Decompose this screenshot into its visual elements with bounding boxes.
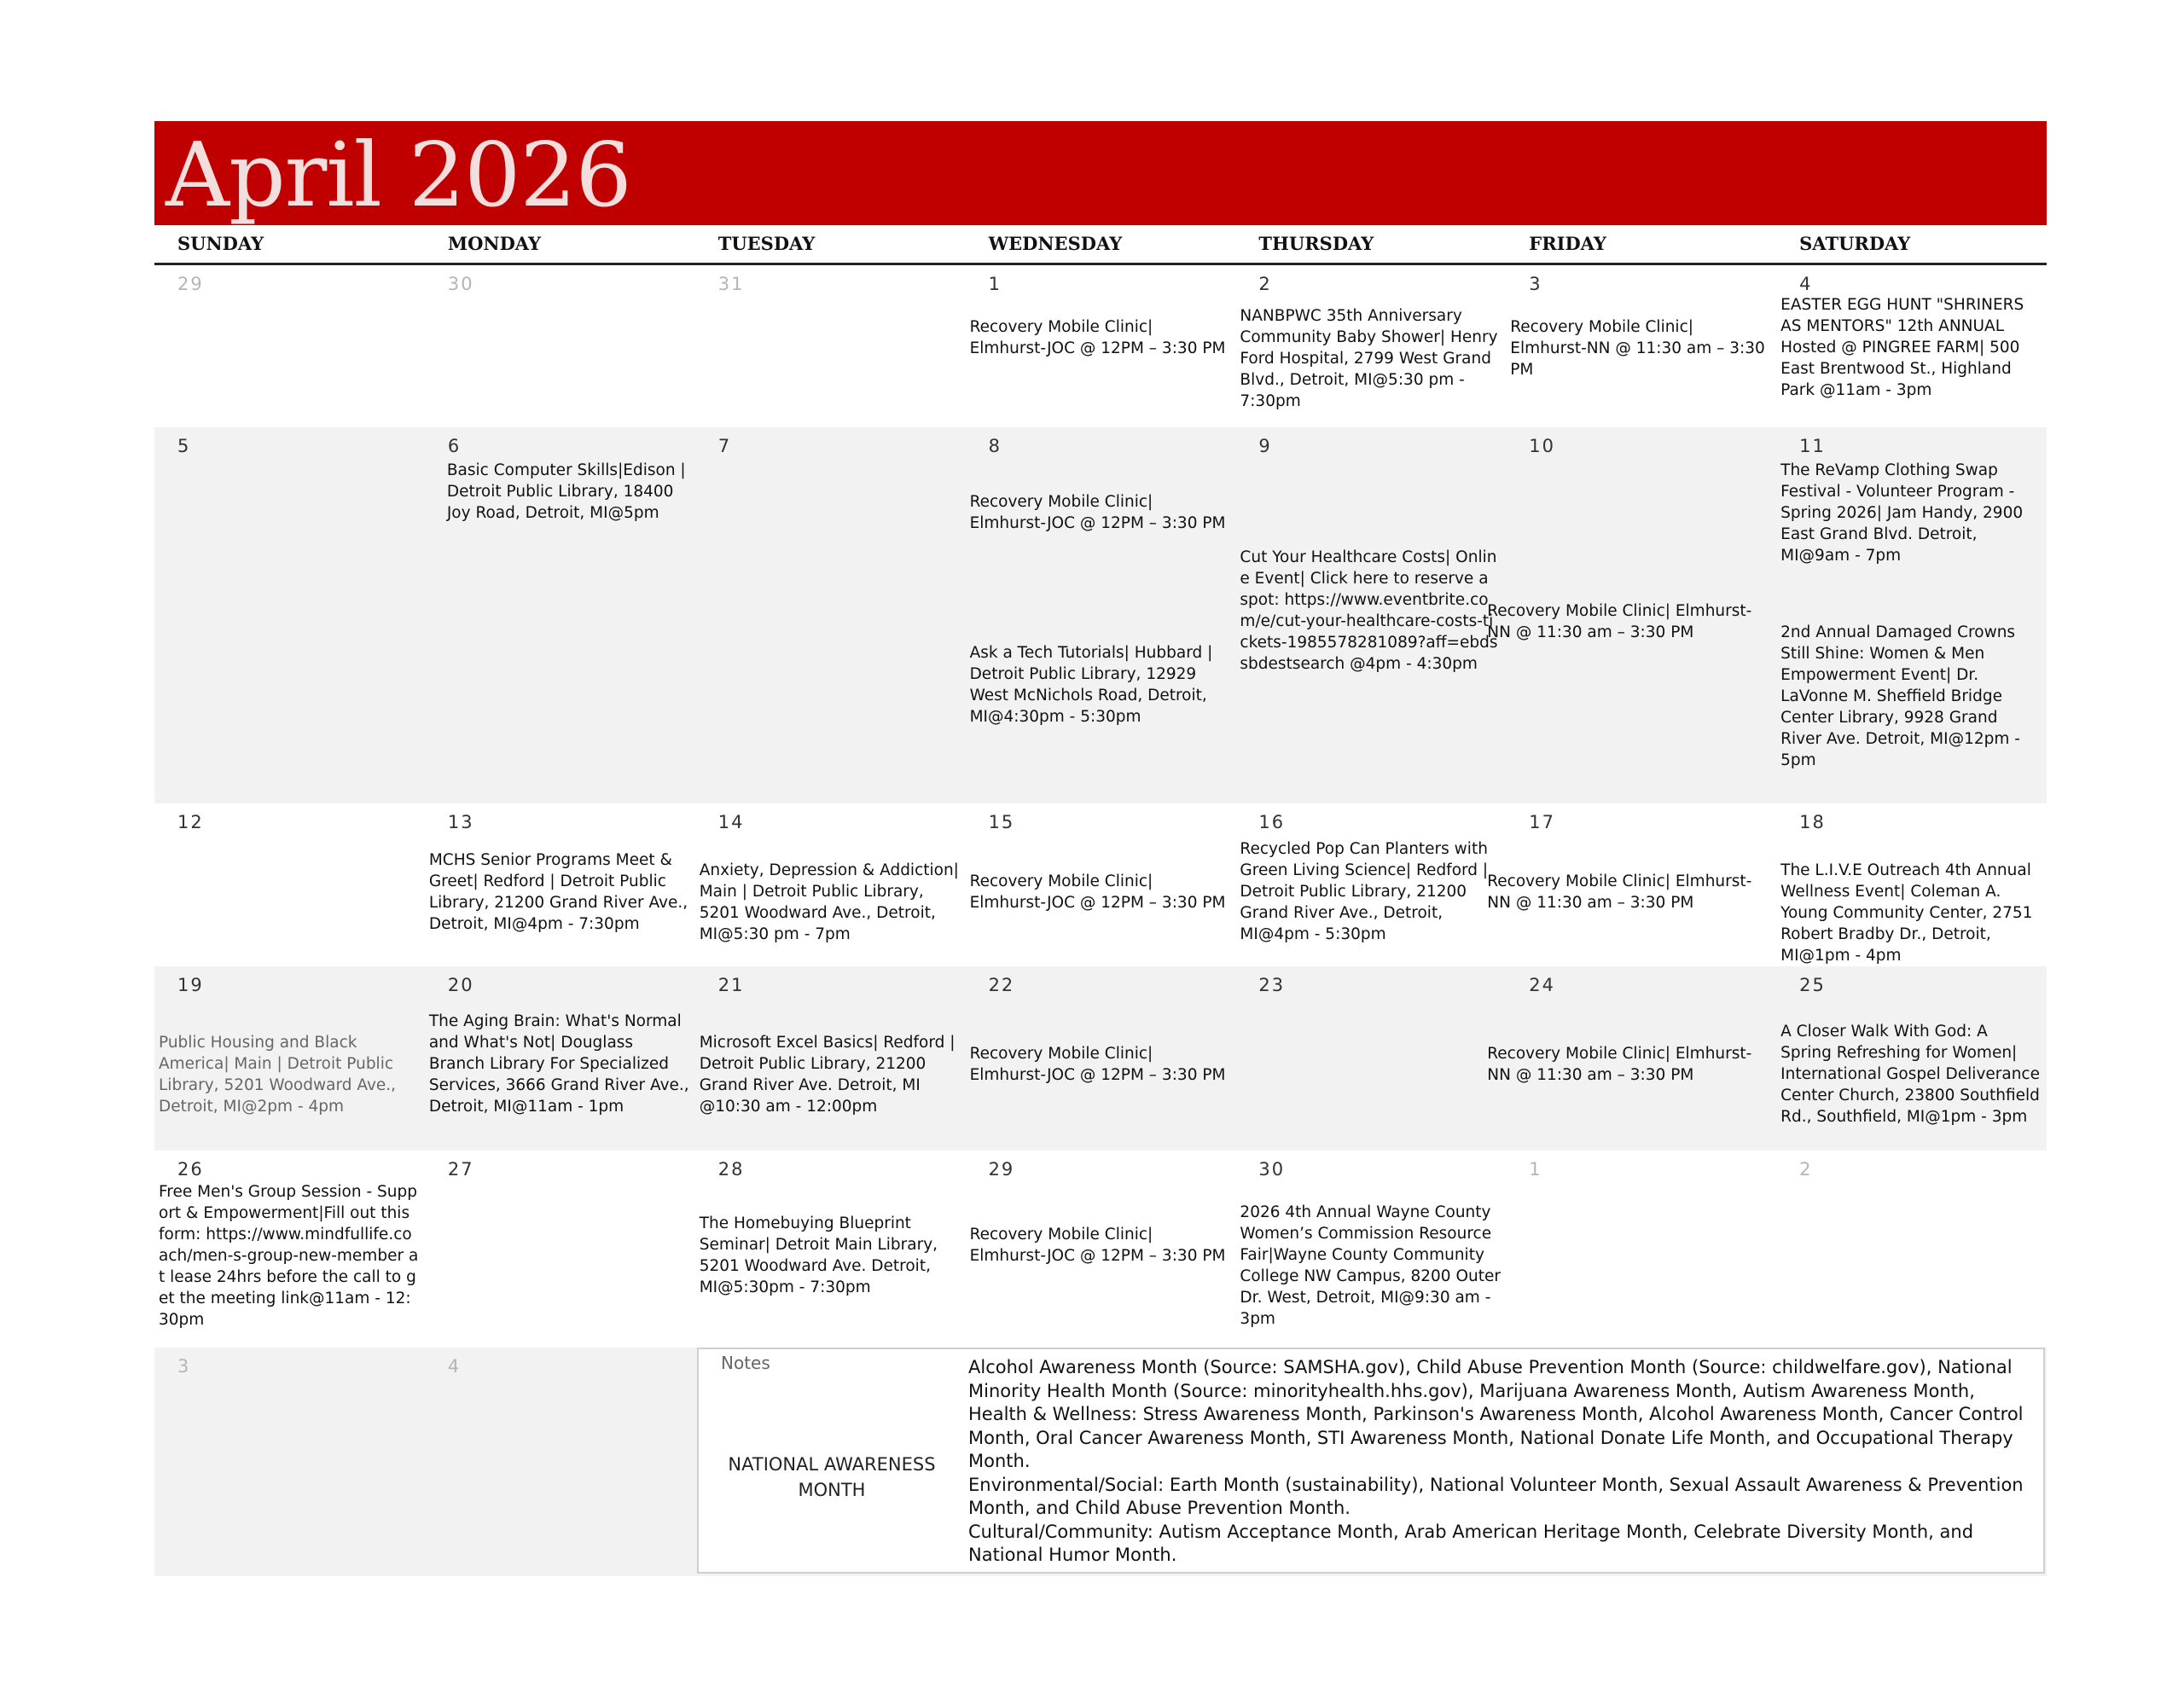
weekday-sunday: SUNDAY xyxy=(177,233,264,254)
notes-line: Health & Wellness: Stress Awareness Month, Parkinson's Awareness Month, Alcohol Awareness Month, Cancer Control Month, Oral Cancer Awareness Month, STI Awareness Month, National Donate Life Month, and Occupational Therapy Month. xyxy=(968,1404,2024,1471)
event-text: Basic Computer Skills|Edison | Detroit Public Library, 18400 Joy Road, Detroit, MI@5pm xyxy=(446,461,686,522)
title-banner xyxy=(154,121,2047,225)
date-number: 4 xyxy=(447,1356,462,1377)
event-text: The ReVamp Clothing Swap Festival - Volunteer Program - Spring 2026| Jam Handy, 2900 East Grand Blvd. Detroit, MI@9am - 7pm xyxy=(1780,461,2024,565)
day-cell xyxy=(695,265,966,427)
day-cell xyxy=(425,803,695,966)
day-cell xyxy=(1235,1151,1506,1348)
day-cell xyxy=(154,427,425,803)
date-number: 24 xyxy=(1529,975,1556,995)
day-cell xyxy=(1487,803,1776,966)
date-number: 22 xyxy=(988,975,1015,995)
event-text: Recovery Mobile Clinic| Elmhurst-NN @ 11:30 am – 3:30 PM xyxy=(1487,602,1752,641)
day-cell xyxy=(695,427,966,803)
notes-line: Alcohol Awareness Month (Source: SAMSHA.gov), Child Abuse Prevention Month (Source: childwelfare.gov), National Minority Health Month (Source: minorityhealth.hhs.gov), Marijuana Awareness Month, Autism Awareness Month, xyxy=(968,1357,2013,1401)
week-row-4 xyxy=(154,966,2047,1151)
event-text: EASTER EGG HUNT "SHRINERS AS MENTORS" 12th ANNUAL Hosted @ PINGREE FARM| 500 East Brentwood St., Highland Park @11am - 3pm xyxy=(1780,296,2024,399)
weekday-header xyxy=(154,225,2047,265)
date-number: 4 xyxy=(1799,274,1813,294)
date-number: 3 xyxy=(1529,274,1542,294)
date-number: 11 xyxy=(1799,436,1826,456)
week-row-6 xyxy=(154,1348,2047,1576)
day-cell xyxy=(1235,966,1506,1151)
day-cell xyxy=(1235,803,1506,966)
event-text: Public Housing and Black America| Main | Detroit Public Library, 5201 Woodward Ave., Detroit, MI@2pm - 4pm xyxy=(159,1034,397,1116)
date-number: 2 xyxy=(1799,1159,1813,1180)
day-cell xyxy=(1506,1151,1776,1348)
date-number: 17 xyxy=(1529,812,1556,832)
notes-line: Cultural/Community: Autism Acceptance Month, Arab American Heritage Month, Celebrate Diversity Month, and National Humor Month. xyxy=(968,1521,1974,1565)
day-cell xyxy=(1235,265,1506,427)
event-text: Ask a Tech Tutorials| Hubbard | Detroit Public Library, 12929 West McNichols Road, Detroit, MI@4:30pm - 5:30pm xyxy=(969,644,1213,726)
date-number: 10 xyxy=(1529,436,1556,456)
day-cell xyxy=(1235,427,1506,803)
event-text: NANBPWC 35th Anniversary Community Baby Shower| Henry Ford Hospital, 2799 West Grand Blvd., Detroit, MI@5:30 pm - 7:30pm xyxy=(1240,307,1498,410)
day-cell xyxy=(154,966,425,1151)
date-number: 26 xyxy=(177,1159,204,1180)
date-number: 3 xyxy=(177,1356,191,1377)
date-number: 16 xyxy=(1258,812,1286,832)
weekday-tuesday: TUESDAY xyxy=(717,233,816,254)
event-text: Recycled Pop Can Planters with Green Living Science| Redford | Detroit Public Library, 21200 Grand River Ave., Detroit, MI@4pm - 5:30pm xyxy=(1240,840,1489,943)
day-cell xyxy=(154,265,425,427)
event-text: Microsoft Excel Basics| Redford | Detroit Public Library, 21200 Grand River Ave. Detroit, MI @10:30 am - 12:00pm xyxy=(699,1034,961,1116)
day-cell xyxy=(966,265,1236,427)
date-number: 25 xyxy=(1799,975,1826,995)
date-number: 20 xyxy=(447,975,474,995)
event-text: Recovery Mobile Clinic| Elmhurst-JOC @ 12PM – 3:30 PM xyxy=(969,872,1226,912)
date-number: 23 xyxy=(1258,975,1286,995)
event-text: The Homebuying Blueprint Seminar| Detroit Main Library, 5201 Woodward Ave. Detroit, MI@5:30pm - 7:30pm xyxy=(699,1215,938,1296)
event-text: Free Men's Group Session - Support & Empowerment|Fill out this form: https://www.mindfullife.coach/men-s-group-new-member at lease 24hrs before the call to get the meeting link@11am - 12:30pm xyxy=(159,1183,419,1329)
awareness-month-label: NATIONAL AWARENESS MONTH xyxy=(728,1454,936,1500)
date-number: 1 xyxy=(1529,1159,1542,1180)
date-number: 9 xyxy=(1258,436,1272,456)
event-text: Recovery Mobile Clinic| Elmhurst-NN @ 11:30 am – 3:30 PM xyxy=(1510,318,1765,379)
day-cell xyxy=(966,1151,1236,1348)
page-title: April 2026 xyxy=(166,123,631,227)
day-cell xyxy=(425,265,695,427)
day-cell xyxy=(1487,427,1776,803)
notes-body xyxy=(968,1356,2035,1568)
day-cell xyxy=(425,966,695,1151)
day-cell xyxy=(695,966,966,1151)
notes-label: Notes xyxy=(721,1353,770,1373)
event-text: Recovery Mobile Clinic| Elmhurst-JOC @ 12PM – 3:30 PM xyxy=(969,318,1226,357)
notes-box xyxy=(697,1348,2045,1574)
event-text: A Closer Walk With God: A Spring Refreshing for Women| International Gospel Deliverance Center Church, 23800 Southfield Rd., Southfield, MI@1pm - 3pm xyxy=(1780,1023,2040,1126)
date-number: 15 xyxy=(988,812,1015,832)
date-number: 12 xyxy=(177,812,204,832)
event-text: Recovery Mobile Clinic| Elmhurst-JOC @ 12PM – 3:30 PM xyxy=(969,493,1226,532)
date-number: 2 xyxy=(1258,274,1272,294)
date-number: 8 xyxy=(988,436,1002,456)
day-cell xyxy=(425,1151,695,1348)
day-cell xyxy=(1776,966,2047,1151)
weekday-saturday: SATURDAY xyxy=(1799,233,1911,254)
event-text: 2nd Annual Damaged Crowns Still Shine: Women & Men Empowerment Event| Dr. LaVonne M. Sheffield Bridge Center Library, 9928 Grand River Ave. Detroit, MI@12pm - 5pm xyxy=(1780,623,2020,769)
date-number: 30 xyxy=(447,274,474,294)
date-number: 19 xyxy=(177,975,204,995)
date-number: 27 xyxy=(447,1159,474,1180)
day-cell xyxy=(425,1348,695,1576)
event-text: MCHS Senior Programs Meet & Greet| Redford | Detroit Public Library, 21200 Grand River Ave., Detroit, MI@4pm - 7:30pm xyxy=(428,851,688,933)
date-number: 1 xyxy=(988,274,1002,294)
week-row-2 xyxy=(154,427,2047,803)
day-cell xyxy=(1776,1151,2047,1348)
day-cell xyxy=(154,1348,425,1576)
date-number: 13 xyxy=(447,812,474,832)
weekday-friday: FRIDAY xyxy=(1529,233,1606,254)
day-cell xyxy=(1487,966,1776,1151)
date-number: 31 xyxy=(717,274,745,294)
date-number: 7 xyxy=(717,436,732,456)
date-number: 5 xyxy=(177,436,191,456)
event-text: Recovery Mobile Clinic| Elmhurst-NN @ 11:30 am – 3:30 PM xyxy=(1487,872,1752,912)
day-cell xyxy=(695,803,966,966)
day-cell xyxy=(695,1151,966,1348)
week-row-3 xyxy=(154,803,2047,966)
day-cell xyxy=(1776,427,2047,803)
date-number: 30 xyxy=(1258,1159,1286,1180)
week-row-1 xyxy=(154,265,2047,427)
day-cell xyxy=(1506,265,1776,427)
date-number: 28 xyxy=(717,1159,745,1180)
event-text: 2026 4th Annual Wayne County Women’s Commission Resource Fair|Wayne County Community College NW Campus, 8200 Outer Dr. West, Detroit, MI@9:30 am - 3pm xyxy=(1240,1203,1501,1328)
date-number: 14 xyxy=(717,812,745,832)
day-cell xyxy=(966,427,1236,803)
calendar xyxy=(154,121,2047,1576)
day-cell xyxy=(154,1151,425,1348)
weekday-monday: MONDAY xyxy=(447,233,542,254)
notes-line: Environmental/Social: Earth Month (sustainability), National Volunteer Month, Sexual Assault Awareness & Prevention Month, and Child Abuse Prevention Month. xyxy=(968,1474,2024,1518)
week-row-5 xyxy=(154,1151,2047,1348)
event-text: The Aging Brain: What's Normal and What's Not| Douglass Branch Library For Specialized Services, 3666 Grand River Ave., Detroit, MI@11am - 1pm xyxy=(428,1012,689,1116)
day-cell xyxy=(1776,265,2047,427)
day-cell xyxy=(966,966,1236,1151)
date-number: 29 xyxy=(177,274,204,294)
event-text: The L.I.V.E Outreach 4th Annual Wellness Event| Coleman A. Young Community Center, 2751 Robert Bradby Dr., Detroit, MI@1pm - 4pm xyxy=(1780,861,2033,965)
event-text: Recovery Mobile Clinic| Elmhurst-JOC @ 12PM – 3:30 PM xyxy=(969,1045,1226,1084)
event-text: Recovery Mobile Clinic| Elmhurst-JOC @ 12PM – 3:30 PM xyxy=(969,1226,1226,1265)
date-number: 21 xyxy=(717,975,745,995)
event-text: Recovery Mobile Clinic| Elmhurst-NN @ 11:30 am – 3:30 PM xyxy=(1487,1045,1752,1084)
date-number: 29 xyxy=(988,1159,1015,1180)
day-cell xyxy=(425,427,695,803)
date-number: 6 xyxy=(447,436,462,456)
event-text: Cut Your Healthcare Costs| Online Event| Click here to reserve a spot: https://www.eventbrite.com/e/cut-your-healthcare-costs-tickets-1985578281089?aff=ebdssbdestsearch @4pm - 4:30pm xyxy=(1240,548,1498,673)
date-number: 18 xyxy=(1799,812,1826,832)
weekday-wednesday: WEDNESDAY xyxy=(988,233,1123,254)
event-text: Anxiety, Depression & Addiction| Main | Detroit Public Library, 5201 Woodward Ave., Detroit, MI@5:30 pm - 7pm xyxy=(699,861,959,943)
day-cell xyxy=(154,803,425,966)
day-cell xyxy=(1776,803,2047,966)
day-cell xyxy=(966,803,1236,966)
weekday-thursday: THURSDAY xyxy=(1258,233,1374,254)
